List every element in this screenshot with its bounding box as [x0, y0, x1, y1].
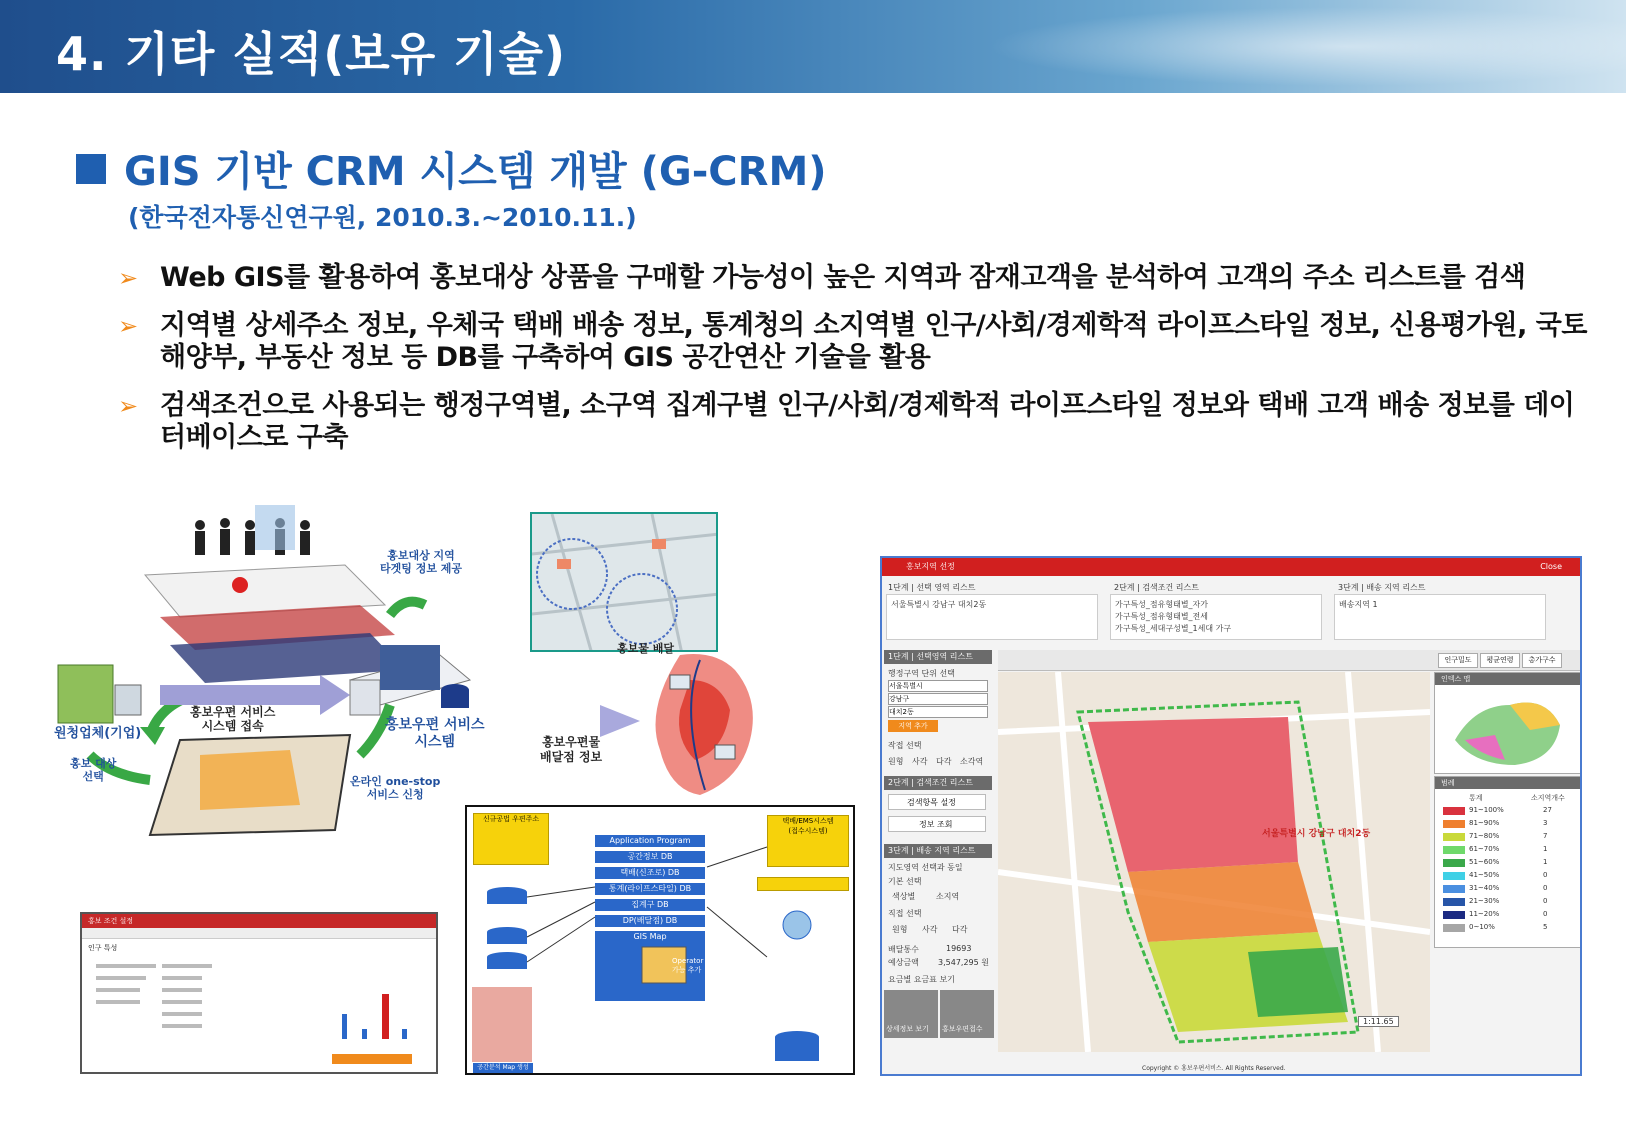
step3-item[interactable]: 배송지역 1 [1339, 600, 1378, 609]
legend-row [1439, 909, 1555, 921]
legend-range: 51~60% [1469, 858, 1500, 866]
bullet-text: 검색조건으로 사용되는 행정구역별, 소구역 집계구별 인구/사회/경제학적 라이프스타일 정보와 택배 고객 배송 정보를 데이터베이스로 구축 [160, 390, 1575, 453]
legend-swatch [1443, 872, 1465, 880]
square-bullet-icon [76, 154, 106, 184]
legend-count: 0 [1543, 884, 1548, 892]
step2-header: 2단계 | 검색조건 리스트 [1114, 583, 1199, 592]
expected-fee-label: 예상금액 [888, 958, 919, 967]
index-map-panel [1434, 672, 1582, 774]
bullet-text: 지역별 상세주소 정보, 우체국 택배 배송 정보, 통계청의 소지역별 인구/사회/경제학적 라이프스타일 정보, 신용평가원, 국토해양부, 부동산 정보 등 DB를 구축하여 GIS 공간연산 기술을 활용 [160, 310, 1587, 373]
db-item: 공간정보 DB [595, 851, 705, 863]
ems-box: 택배/EMS시스템 (접수시스템) [767, 815, 849, 867]
map-scale: 1:11.65 [1358, 1016, 1399, 1027]
legend-count: 1 [1543, 845, 1548, 853]
draw-select2-label: 직접 선택 [888, 909, 922, 918]
legend-count: 3 [1543, 819, 1548, 827]
legend-range: 41~50% [1469, 871, 1500, 879]
step2-item[interactable]: 가구특성_점유형태별_자가 [1115, 600, 1209, 609]
close-button[interactable]: Close [1540, 562, 1562, 571]
legend-row [1439, 883, 1555, 895]
dong-select[interactable]: 대치2동 [888, 706, 988, 718]
legend-row [1439, 844, 1555, 856]
step3-list[interactable] [1334, 594, 1546, 640]
select-target-label: 홍보 대상 선택 [70, 757, 117, 783]
legend-count: 1 [1543, 858, 1548, 866]
search-settings-button[interactable]: 검색항목 설정 [888, 794, 986, 810]
basic-select-label: 기본 선택 [888, 877, 922, 886]
db-item: DP(배달점) DB [595, 915, 705, 927]
legend-count: 5 [1543, 923, 1548, 931]
bullet-item [118, 310, 1588, 374]
legend-count: 0 [1543, 871, 1548, 879]
side3-header[interactable]: 3단계 | 배송 지역 리스트 [884, 844, 992, 858]
add-area-button[interactable]: 지역 추가 [888, 720, 938, 732]
admin-unit-label: 행정구역 단위 선택 [888, 669, 955, 678]
legend-swatch [1443, 807, 1465, 815]
legend-panel [1434, 776, 1582, 948]
same-as-checkbox[interactable]: 지도영역 선택과 동일 [888, 863, 963, 872]
detail-button[interactable] [884, 990, 938, 1038]
app-program-box: Application Program [595, 835, 705, 847]
system-label: 홍보우편 서비스 시스템 [385, 717, 485, 750]
district-select[interactable]: 강남구 [888, 693, 988, 705]
arrow-bullet-icon: ➢ [118, 312, 139, 340]
db-item: 택배(신조로) DB [595, 867, 705, 879]
index-map-header: 인덱스 맵 [1435, 673, 1582, 685]
legend-range: 0~10% [1469, 923, 1495, 931]
legend-range: 91~100% [1469, 806, 1504, 814]
draw-option[interactable]: 소각역 [960, 757, 984, 766]
draw-option2[interactable]: 사각 [922, 925, 938, 934]
toolbar-button[interactable]: 인구밀도 [1438, 653, 1478, 668]
basic-option[interactable]: 소지역 [936, 892, 960, 901]
draw-option[interactable]: 다각 [936, 757, 952, 766]
condition-section: 인구 특성 [88, 944, 118, 952]
mail-button[interactable] [940, 990, 994, 1038]
legend-range: 61~70% [1469, 845, 1500, 853]
legend-swatch [1443, 846, 1465, 854]
step2-list[interactable] [1110, 594, 1322, 640]
legend-col: 소지역개수 [1531, 794, 1565, 802]
step2-item[interactable]: 가구특성_점유형태별_전세 [1115, 612, 1209, 621]
info-view-button[interactable]: 정보 조회 [888, 816, 986, 832]
operator-label: Operator 가능 추가 [672, 957, 704, 974]
arrow-right-icon [600, 705, 690, 737]
legend-count: 0 [1543, 897, 1548, 905]
delivery-count-label: 배달통수 [888, 945, 919, 954]
client-label: 원청업체(기업) [54, 726, 142, 741]
legend-col: 통계 [1469, 794, 1483, 802]
app-title-bar [882, 558, 1580, 576]
legend-range: 21~30% [1469, 897, 1500, 905]
architecture-diagram [465, 805, 855, 1075]
condition-tabs [82, 928, 436, 939]
step1-item[interactable]: 서울특별시 강남구 대치2동 [891, 600, 987, 609]
legend-row [1439, 870, 1555, 882]
service-access-label: 홍보우편 서비스 시스템 접속 [190, 705, 276, 733]
legend-swatch [1443, 911, 1465, 919]
legend-swatch [1443, 820, 1465, 828]
step2-item[interactable]: 가구특성_세대구성별_1세대 가구 [1115, 624, 1232, 633]
index-map-image [1435, 685, 1581, 771]
draw-option2[interactable]: 원형 [892, 925, 908, 934]
bullet-item [118, 390, 1588, 454]
bullet-list [118, 262, 1588, 470]
delivery-map-image [532, 514, 718, 652]
delivery-map-thumbnail [530, 512, 718, 652]
condition-screenshot [80, 912, 438, 1074]
condition-window-title: 홍보 조건 설정 [82, 914, 436, 928]
section-title: GIS 기반 CRM 시스템 개발 (G-CRM) [124, 149, 827, 195]
legend-swatch [1443, 924, 1465, 932]
map-toolbar [998, 650, 1582, 671]
gis-map[interactable] [998, 672, 1430, 1052]
legend-header: 범례 [1435, 777, 1582, 789]
legend-row [1439, 831, 1555, 843]
province-select[interactable]: 서울특별시 [888, 680, 988, 692]
legend-swatch [1443, 898, 1465, 906]
legend-count: 7 [1543, 832, 1548, 840]
architecture-lines [467, 807, 857, 1077]
concept-diagram [50, 505, 490, 875]
app-title: 홍보지역 선정 [906, 562, 955, 571]
toolbar-button[interactable]: 평균연령 [1480, 653, 1520, 668]
draw-option2[interactable]: 다각 [952, 925, 968, 934]
legend-row [1439, 922, 1555, 934]
toolbar-button[interactable]: 총가구수 [1522, 653, 1562, 668]
basic-option[interactable]: 색상별 [892, 892, 916, 901]
bullet-item [118, 262, 1588, 294]
delivery-count-value: 19693 [946, 944, 972, 953]
delivery-point-label: 홍보우편물 배달점 정보 [540, 735, 603, 764]
legend-swatch [1443, 885, 1465, 893]
map-area-label: 서울특별시 강남구 대치2동 [1262, 829, 1371, 839]
condition-chart [82, 954, 436, 1074]
gis-map-label: GIS Map [633, 932, 667, 941]
legend-count: 0 [1543, 910, 1548, 918]
page-title: 4. 기타 실적(보유 기술) [56, 27, 567, 81]
legend-row [1439, 896, 1555, 908]
legend-range: 31~40% [1469, 884, 1500, 892]
step1-list[interactable] [886, 594, 1098, 640]
side1-header[interactable]: 1단계 | 선택영역 리스트 [884, 650, 992, 664]
legend-row [1439, 805, 1555, 817]
arrow-bullet-icon: ➢ [118, 264, 139, 292]
header-decoration [926, 0, 1626, 93]
side2-header[interactable]: 2단계 | 검색조건 리스트 [884, 776, 992, 790]
bullet-text: Web GIS를 활용하여 홍보대상 상품을 구매할 가능성이 높은 지역과 잠재고객을 분석하여 고객의 주소 리스트를 검색 [160, 262, 1526, 293]
legend-range: 81~90% [1469, 819, 1500, 827]
gis-app-window [880, 556, 1582, 1076]
online-label: 온라인 one-stop 서비스 신청 [350, 775, 441, 801]
left-top-label: 신규공법 우편주소 [482, 815, 540, 823]
expected-fee-value: 3,547,295 원 [938, 958, 989, 967]
db-item: 집계구 DB [595, 899, 705, 911]
draw-option[interactable]: 원형 [888, 757, 904, 766]
draw-select-label: 작접 선택 [888, 741, 922, 750]
targeting-label: 홍보대상 지역 타겟팅 정보 제공 [380, 549, 463, 575]
rate-view-link[interactable]: 요금별 요금표 보기 [888, 975, 955, 984]
legend-row [1439, 818, 1555, 830]
arrow-bullet-icon: ➢ [118, 392, 139, 420]
legend-row [1439, 857, 1555, 869]
step1-header: 1단계 | 선택 영역 리스트 [888, 583, 976, 592]
section-subtitle: (한국전자통신연구원, 2010.3.~2010.11.) [128, 203, 637, 232]
copyright: Copyright © 홍보우편서비스. All Rights Reserved. [1142, 1065, 1286, 1072]
detail-button-label: 상세정보 보기 [886, 1025, 929, 1033]
db-item: 통계(라이프스타일) DB [595, 883, 705, 895]
legend-swatch [1443, 859, 1465, 867]
gis-map-image [998, 672, 1430, 1052]
legend-range: 11~20% [1469, 910, 1500, 918]
delivery-label: 홍보물 배달 [617, 642, 674, 655]
bottom-left-label: 공간분석 Map 생성 [473, 1063, 533, 1073]
legend-swatch [1443, 833, 1465, 841]
section-heading [76, 140, 827, 197]
mail-button-label: 홍보우편접수 [942, 1025, 983, 1033]
legend-count: 27 [1543, 806, 1552, 814]
step3-header: 3단계 | 배송 지역 리스트 [1338, 583, 1426, 592]
legend-range: 71~80% [1469, 832, 1500, 840]
draw-option[interactable]: 사각 [912, 757, 928, 766]
